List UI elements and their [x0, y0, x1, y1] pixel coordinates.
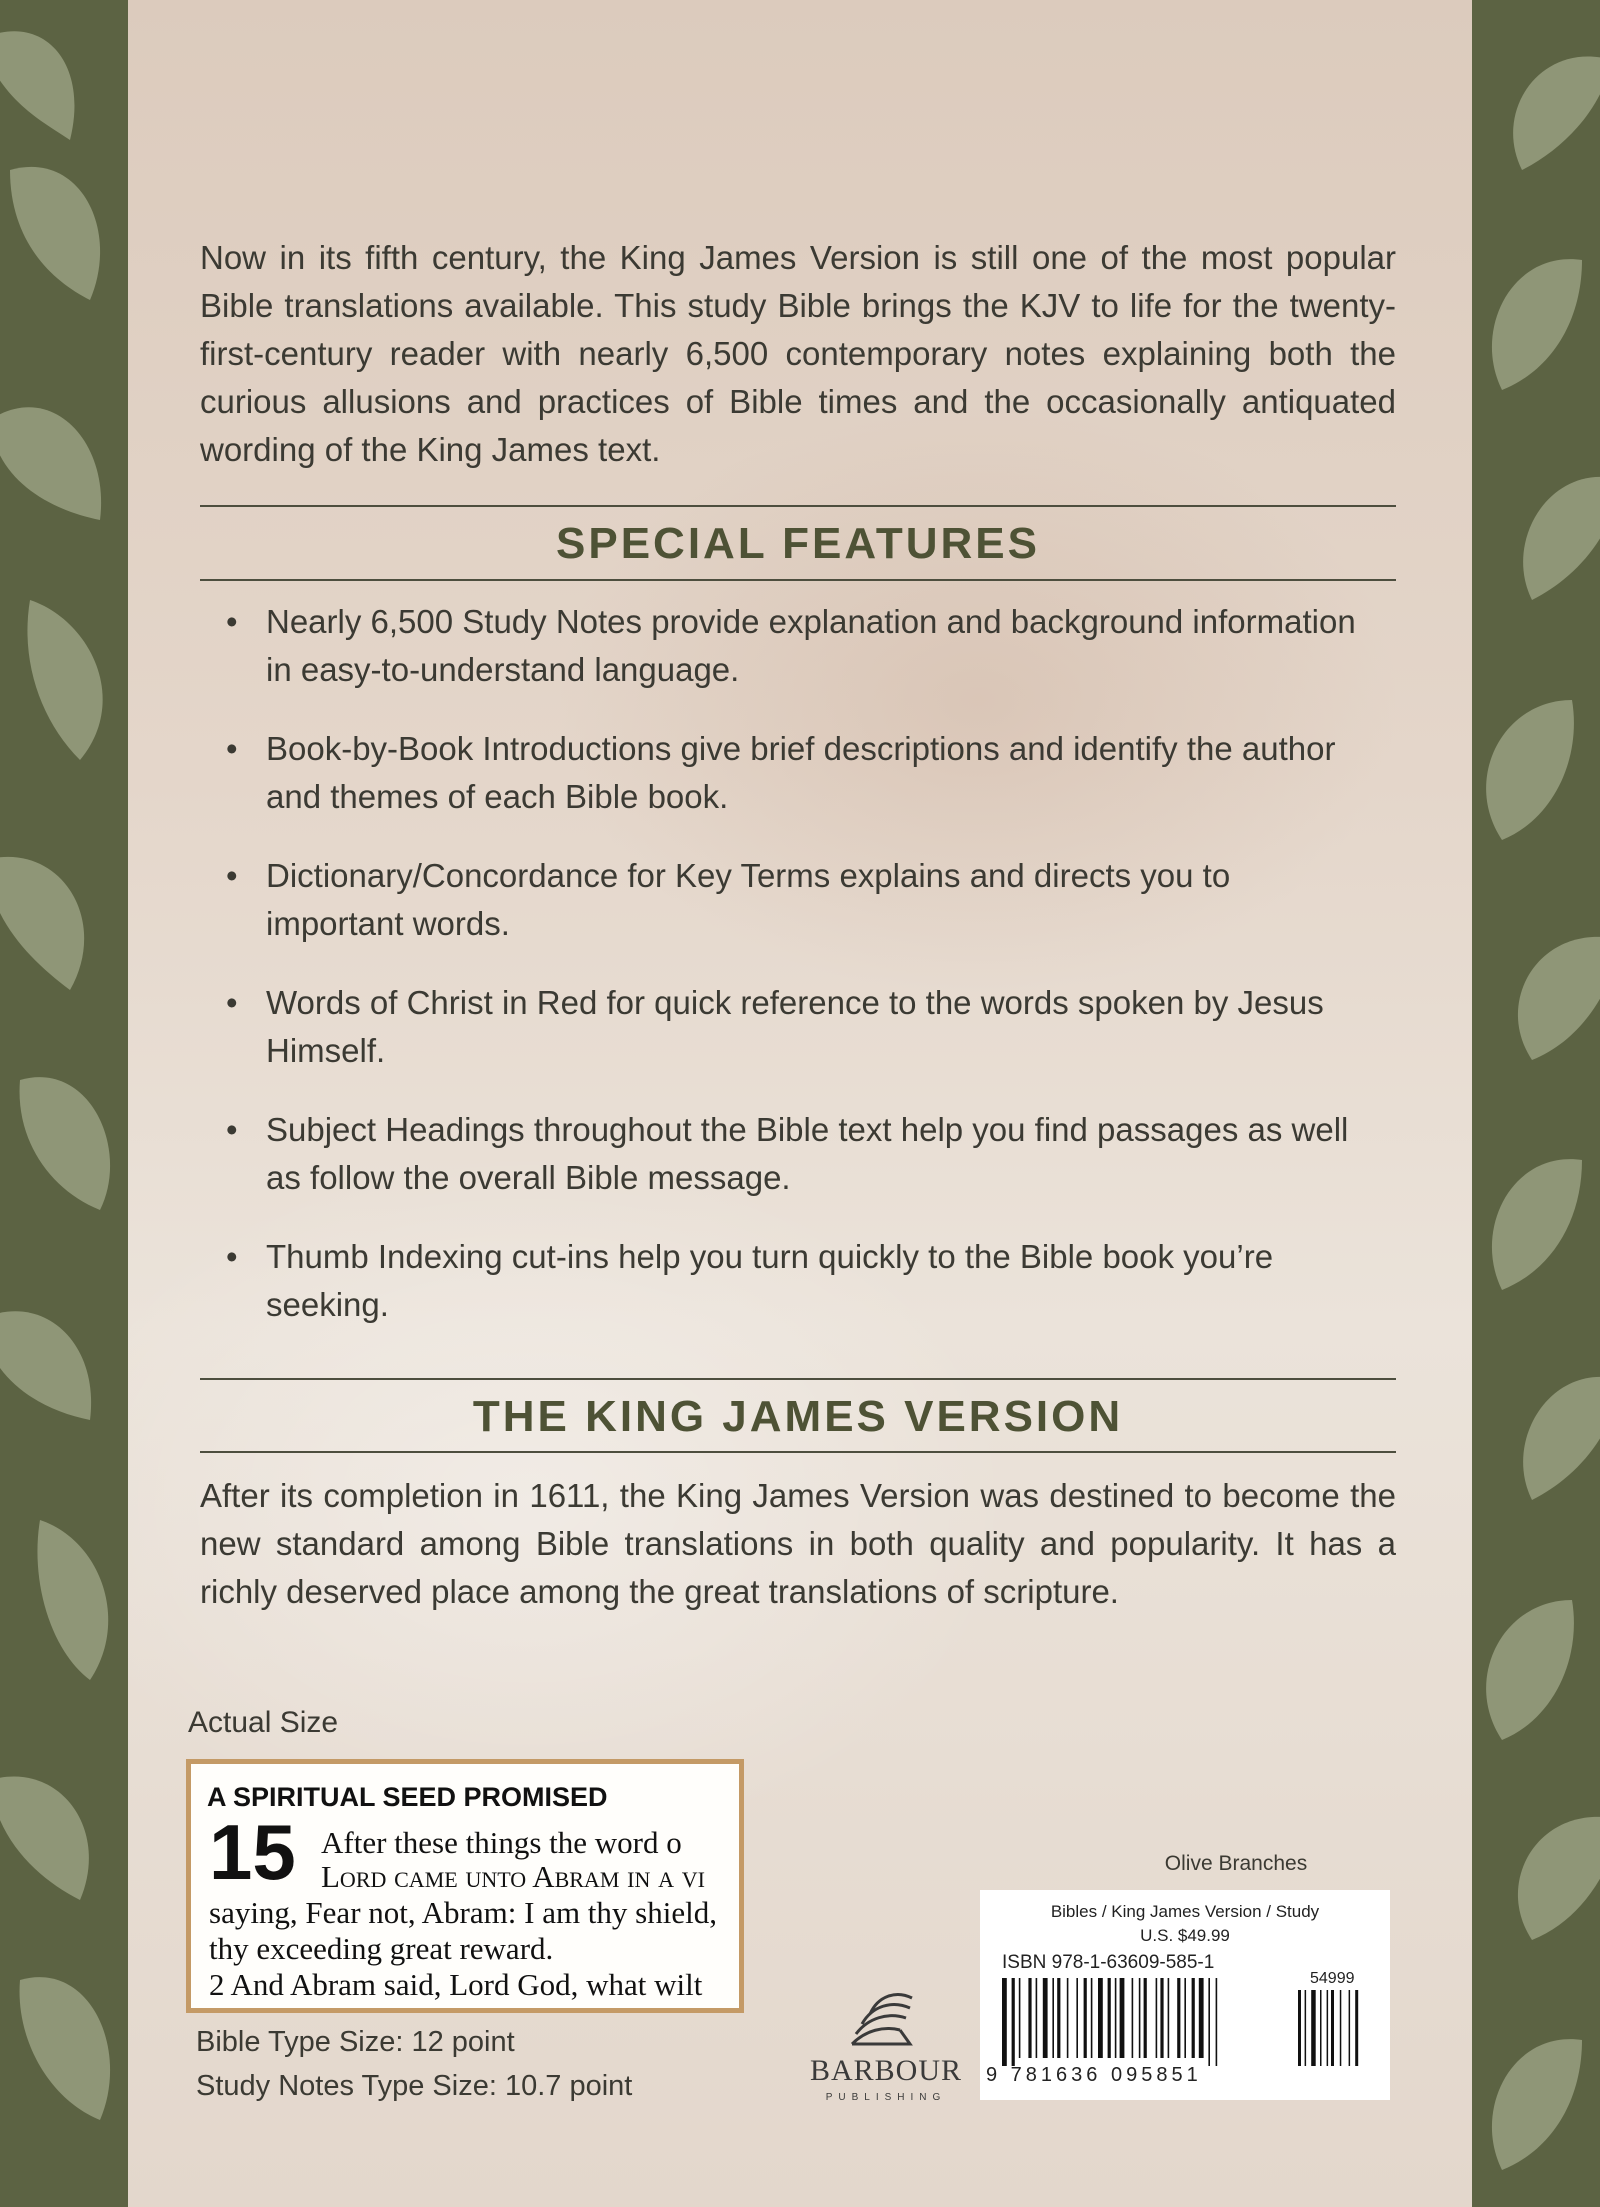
price-text: U.S. $49.99	[1140, 1926, 1230, 1945]
barcode-bar	[1052, 1978, 1054, 2058]
barcode-bar	[1160, 1978, 1163, 2058]
series-name: Olive Branches	[1164, 1852, 1308, 1875]
bullet-icon: •	[226, 603, 238, 640]
addon-bar	[1355, 1990, 1358, 2066]
price-code: 54999	[1310, 1970, 1355, 1987]
isbn-text: ISBN 978-1-63609-585-1	[1002, 1952, 1215, 1973]
barcode-bar	[1084, 1978, 1087, 2058]
sample-line: thy exceeding great reward.	[209, 1931, 554, 1966]
barcode-bar	[1012, 1978, 1015, 2066]
chapter-number: 15	[209, 1808, 296, 1896]
sample-line: 2 And Abram said, Lord God, what wilt	[209, 1967, 703, 2002]
bullet-icon: •	[226, 1111, 238, 1148]
barcode-bar	[1139, 1978, 1141, 2058]
right-leaf-pattern	[1472, 0, 1600, 2207]
divider	[200, 1451, 1396, 1453]
divider	[200, 1378, 1396, 1380]
feature-item: • Book-by-Book Introductions give brief descriptions and identify the author and themes of each Bible book.	[218, 725, 1368, 821]
bible-type-size: Bible Type Size: 12 point	[196, 2026, 515, 2058]
addon-bar	[1340, 1990, 1342, 2066]
barcode-bar	[1002, 1978, 1007, 2066]
bullet-icon: •	[226, 1238, 238, 1275]
actual-size-label: Actual Size	[188, 1706, 339, 1739]
publisher-name: BARBOUR	[809, 2054, 963, 2087]
back-cover-panel	[128, 0, 1472, 2207]
barcode-bar	[1168, 1978, 1170, 2058]
barcode-bar	[1067, 1978, 1069, 2058]
barcode-bar	[1216, 1978, 1218, 2066]
feature-item: • Subject Headings throughout the Bible text help you find passages as well as follow the overall Bible message.	[218, 1106, 1368, 1202]
addon-bar	[1331, 1990, 1334, 2066]
publisher-sub: PUBLISHING	[825, 2092, 947, 2103]
bullet-icon: •	[226, 984, 238, 1021]
barcode-bar	[1057, 1978, 1060, 2058]
barcode-bar	[1192, 1978, 1195, 2058]
barcode-bar	[1043, 1978, 1048, 2058]
addon-bar	[1298, 1990, 1301, 2066]
barcode-bar	[1036, 1978, 1038, 2058]
sample-line: saying, Fear not, Abram: I am thy shield,	[209, 1895, 717, 1930]
sample-line: After these things the word o	[321, 1825, 682, 1860]
barcode-bar	[1120, 1978, 1125, 2058]
barcode-bar	[1144, 1978, 1147, 2058]
feature-item: • Words of Christ in Red for quick reference to the words spoken by Jesus Himself.	[218, 979, 1368, 1075]
feature-item: • Nearly 6,500 Study Notes provide explanation and background information in easy-to-understand language.	[218, 598, 1368, 694]
barcode-bar	[1156, 1978, 1158, 2058]
features-list	[218, 598, 1368, 1360]
barcode-bar	[1019, 1978, 1021, 2058]
addon-bar	[1349, 1990, 1351, 2066]
divider-top	[200, 505, 1396, 507]
barcode-bar	[1199, 1978, 1204, 2058]
barcode-label	[980, 1890, 1390, 2100]
barcode-digits: 9 781636 095851	[986, 2064, 1202, 2086]
notes-type-size: Study Notes Type Size: 10.7 point	[196, 2070, 633, 2102]
open-book-icon	[796, 1960, 976, 2052]
sample-heading: A SPIRITUAL SEED PROMISED	[207, 1782, 608, 1812]
feature-item: • Dictionary/Concordance for Key Terms explains and directs you to important words.	[218, 852, 1368, 948]
sample-line: Lord came unto Abram in a vi	[321, 1859, 705, 1894]
addon-bar	[1305, 1990, 1307, 2066]
barcode-bar	[1108, 1978, 1111, 2058]
barcode-bar	[1115, 1978, 1117, 2058]
left-leaf-pattern	[0, 0, 128, 2207]
bullet-icon: •	[226, 857, 238, 894]
divider	[200, 579, 1396, 581]
barcode-bar	[1208, 1978, 1210, 2066]
kjv-paragraph: After its completion in 1611, the King James Version was destined to become the new standard among Bible translations in both quality and popularity. It has a richly deserved place among the great translations of scripture.	[200, 1477, 1396, 1610]
barcode-bar	[1132, 1978, 1134, 2058]
barcode-bar	[1177, 1978, 1180, 2058]
barbour-logo	[796, 1960, 976, 2110]
feature-item: • Thumb Indexing cut-ins help you turn quickly to the Bible book you’re seeking.	[218, 1233, 1368, 1329]
barcode-bar	[1184, 1978, 1186, 2058]
kjv-heading: THE KING JAMES VERSION	[472, 1392, 1124, 1441]
special-features-heading: SPECIAL FEATURES	[556, 519, 1040, 568]
type-size-sample	[186, 1759, 744, 2013]
addon-bar	[1320, 1990, 1322, 2066]
barcode-bar	[1076, 1978, 1078, 2058]
category-text: Bibles / King James Version / Study	[1050, 1902, 1320, 1921]
intro-paragraph: Now in its fifth century, the King James Version is still one of the most popular Bible translations available. This study Bible brings the KJV to life for the twenty-first-century reader with nearly 6,500 contemporary notes explaining both the curious allusions and practices of Bible times and the occasionally antiquated wording of the King James text.	[200, 239, 1396, 468]
bullet-icon: •	[226, 730, 238, 767]
barcode-bar	[1028, 1978, 1031, 2058]
barcode-bar	[1098, 1978, 1103, 2058]
addon-bar	[1311, 1990, 1316, 2066]
barcode-bar	[1091, 1978, 1093, 2058]
addon-bar	[1327, 1990, 1329, 2066]
